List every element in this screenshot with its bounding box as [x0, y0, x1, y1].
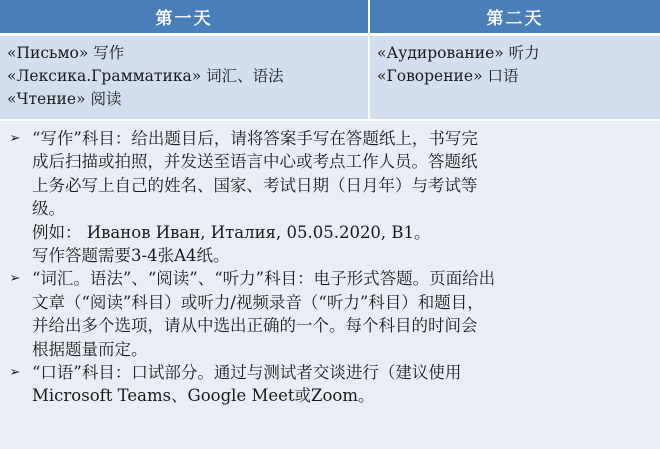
note-electronic-subjects	[6, 267, 650, 361]
note-line: 成后扫描或拍照，并发送至语言中心或考点工作人员。答题纸	[32, 152, 478, 172]
note-line: Microsoft Teams、Google Meet或Zoom。	[32, 386, 375, 406]
day-one-subjects-cell	[0, 35, 369, 119]
note-line: 文章（“阅读”科目）或听力/视频录音（“听力”科目）和题目，	[32, 292, 484, 312]
arrow-bullet-icon: ➢	[9, 131, 21, 146]
exam-schedule-table	[0, 0, 660, 119]
subject-vocabulary-grammar: «Лексика.Грамматика» 词汇、语法	[7, 67, 284, 85]
writing-example: 例如： Иванов Иван, Италия, 05.05.2020, B1。	[32, 222, 431, 242]
note-line: 上务必写上自己的姓名、国家、考试日期（日月年）与考试等	[32, 175, 478, 195]
note-line: 并给出多个选项，请从中选出正确的一个。每个科目的时间会	[32, 316, 478, 336]
note-line: “词汇。语法”、“阅读”、“听力”科目：电子形式答题。页面给出	[32, 269, 496, 289]
header-day-two: 第二天	[369, 0, 660, 35]
exam-notes-box	[0, 121, 660, 449]
note-line: “写作”科目：给出题目后，请将答案手写在答题纸上，书写完	[32, 129, 478, 148]
writing-paper-requirement: 写作答题需要3-4张A4纸。	[32, 246, 230, 266]
note-line: 根据题量而定。	[32, 339, 148, 359]
note-writing	[6, 127, 650, 267]
note-line: “口语”科目：口试部分。通过与测试者交谈进行（建议使用	[32, 363, 462, 383]
arrow-bullet-icon: ➢	[9, 365, 21, 381]
note-speaking	[6, 361, 650, 408]
header-row	[0, 0, 660, 35]
subject-listening: «Аудирование» 听力	[377, 44, 540, 62]
subject-speaking: «Говорение» 口语	[377, 67, 519, 85]
subjects-row	[0, 35, 660, 119]
arrow-bullet-icon: ➢	[9, 271, 21, 287]
header-day-one: 第一天	[0, 0, 369, 35]
day-two-subjects-cell	[369, 35, 660, 119]
subject-reading: «Чтение» 阅读	[7, 90, 122, 108]
subject-writing: «Письмо» 写作	[7, 44, 125, 62]
note-line: 级。	[32, 199, 65, 219]
